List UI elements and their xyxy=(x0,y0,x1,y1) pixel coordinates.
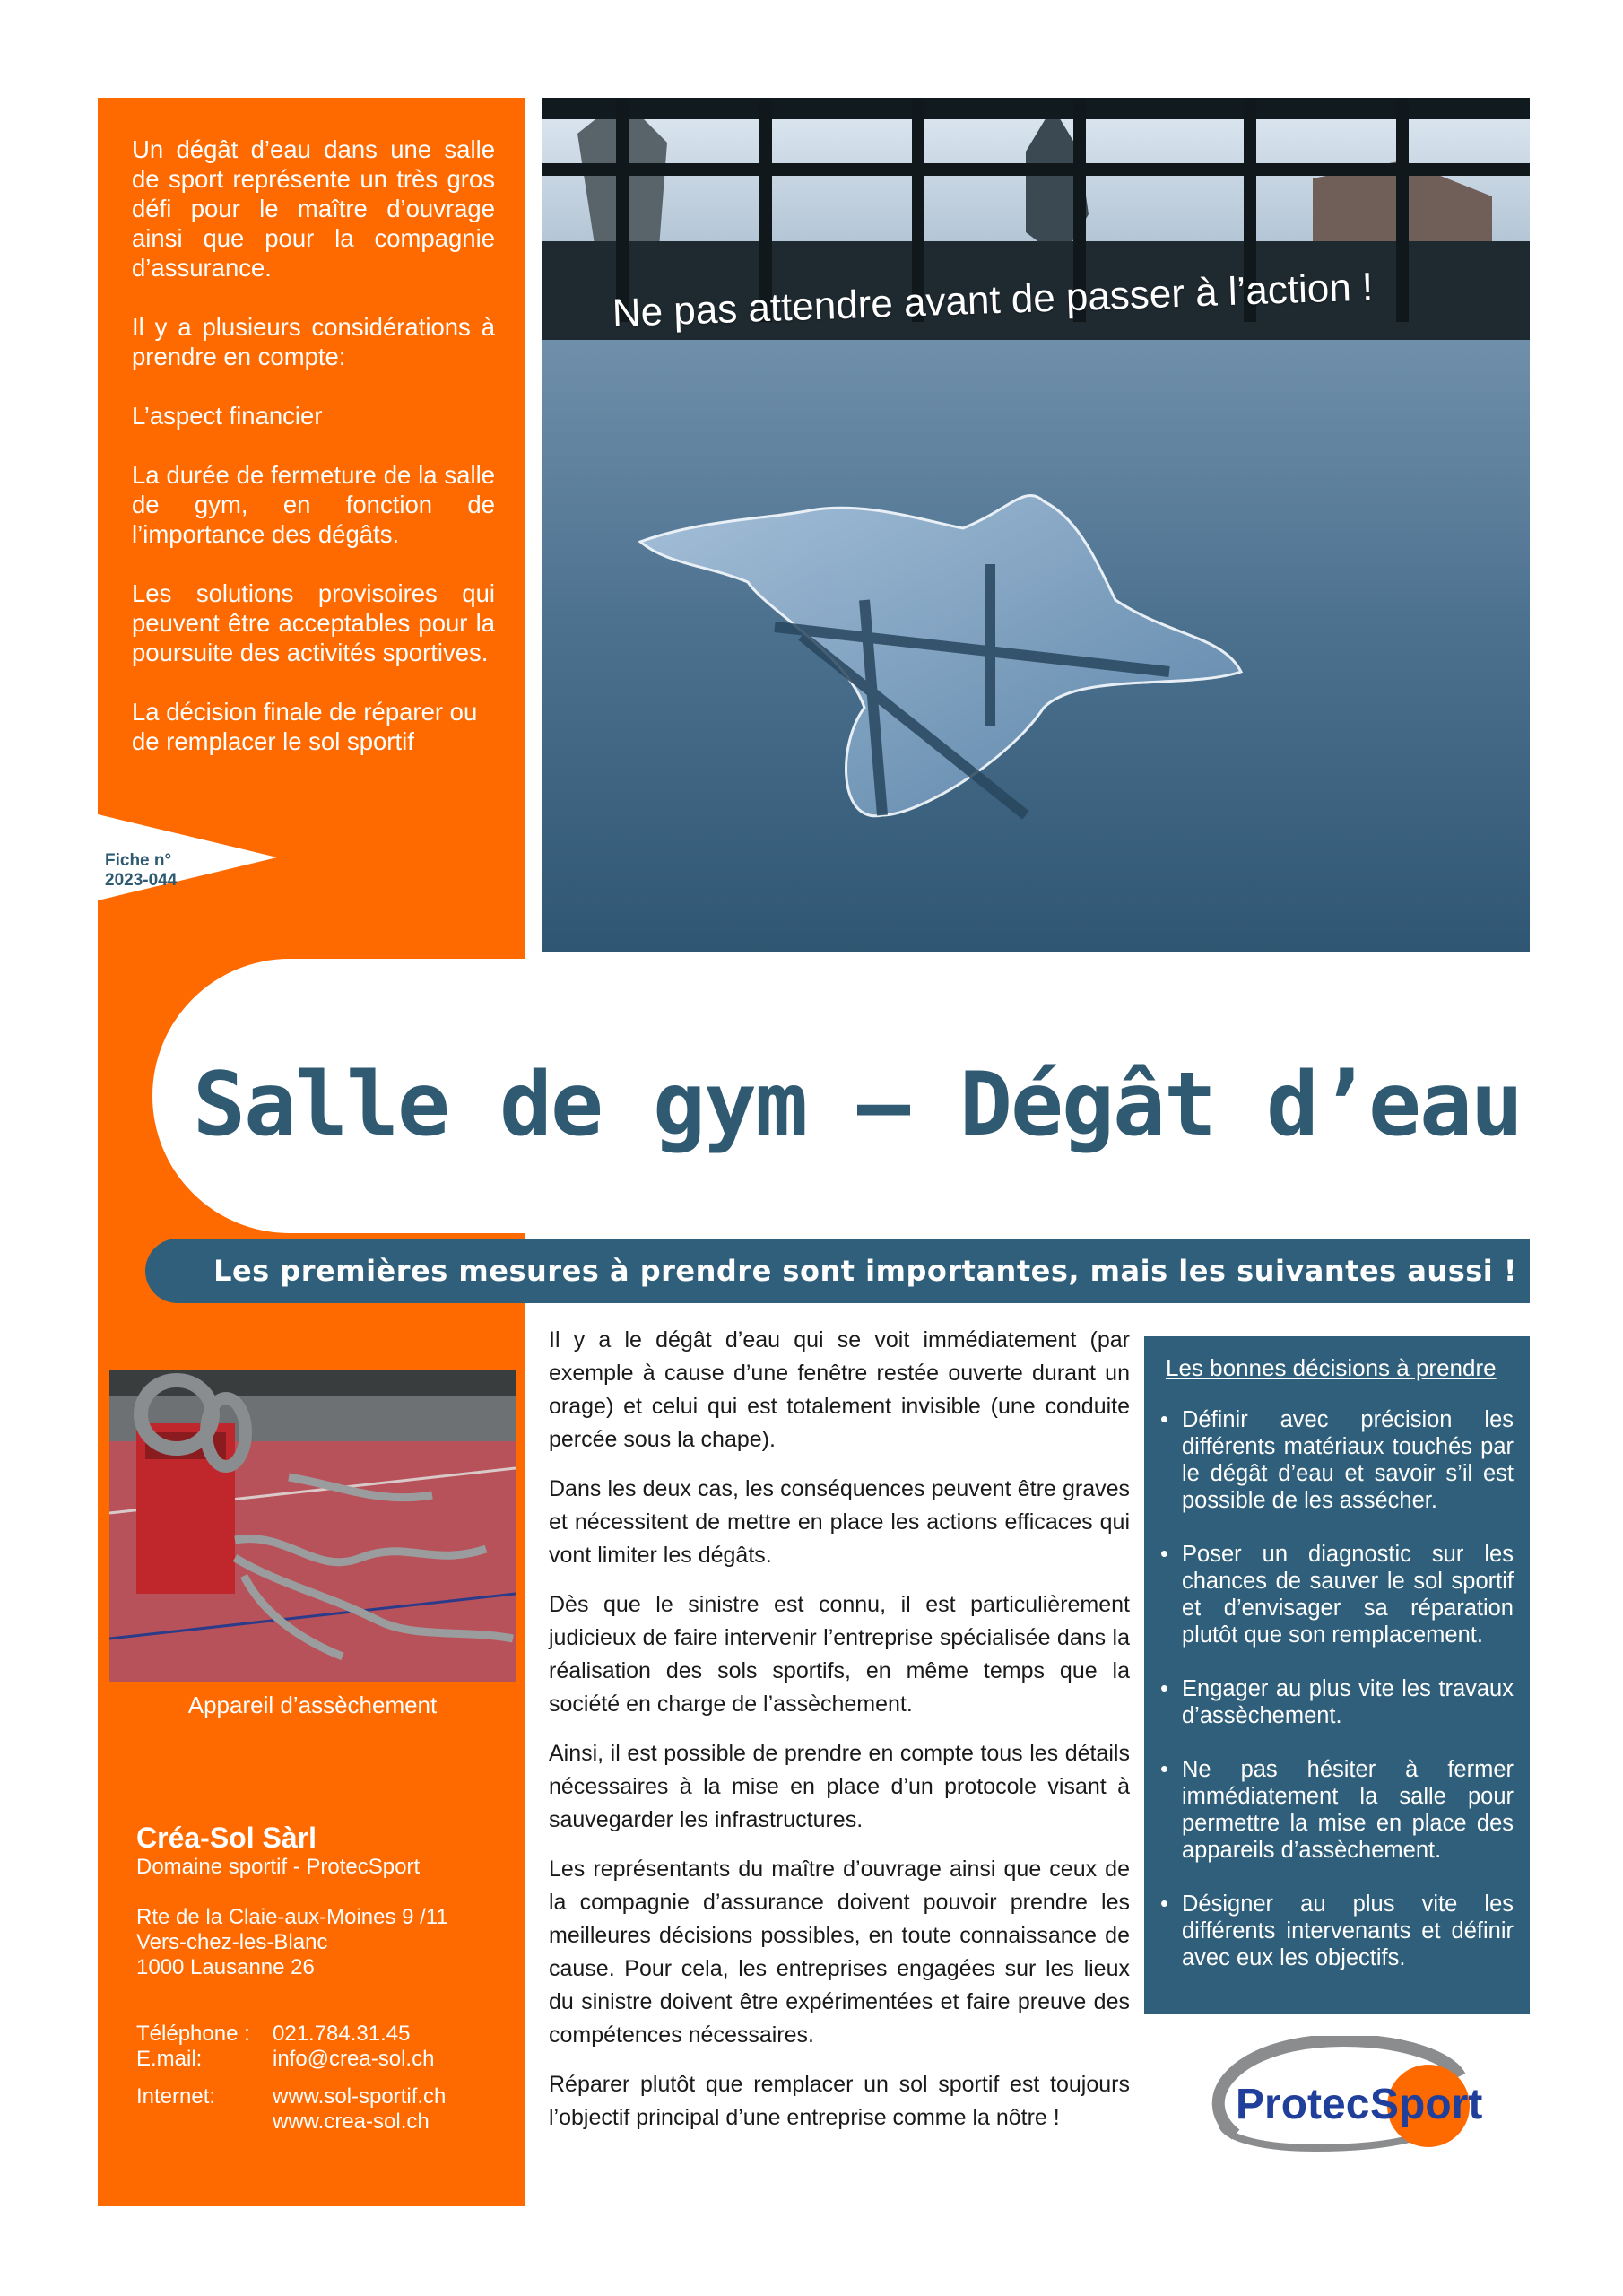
email-label: E.mail: xyxy=(136,2047,203,2071)
internet-row-2 xyxy=(136,2109,448,2135)
body-paragraph-2: Dans les deux cas, les conséquences peuvent être graves et nécessitent de mettre en place les actions efficaces qui vont limiter les dégâts. xyxy=(549,1476,1130,1568)
body-paragraph-4: Ainsi, il est possible de prendre en compte tous les détails nécessaires à la mise en place d’un protocole visant à sauvegarder les infrastructures. xyxy=(549,1741,1130,1832)
contact-block xyxy=(136,1821,448,2135)
body-paragraph-1: Il y a le dégât d’eau qui se voit immédiatement (par exemple à cause d’une fenêtre restée ouverte durant un orage) et celui qui est totalement invisible (une conduite percée sous la chape). xyxy=(549,1327,1130,1452)
page-title: Salle de gym – Dégât d’eau xyxy=(193,1054,1523,1156)
hero-photo-water-puddle xyxy=(542,98,1530,952)
company-division: Domaine sportif - ProtecSport xyxy=(136,1855,421,1879)
good-decisions-title: Les bonnes décisions à prendre xyxy=(1166,1354,1497,1381)
list-item: • Poser un diagnostic sur les chances de sauver le sol sportif et d’envisager sa réparation plutôt que son remplacement. xyxy=(1166,1541,1514,1648)
intro-paragraph-1: Un dégât d’eau dans une salle de sport représente un très gros défi pour le maître d’ouvrage ainsi que pour la compagnie d’assurance. xyxy=(132,135,495,282)
list-item: • Désigner au plus vite les différents intervenants et définir avec eux les objectifs. xyxy=(1166,1891,1514,1971)
subtitle-banner xyxy=(145,1239,1530,1303)
drying-device-caption: Appareil d’assèchement xyxy=(187,1692,438,1718)
logo-text-part2: Sport xyxy=(1370,2081,1483,2128)
internet-label: Internet: xyxy=(136,2084,216,2109)
intro-paragraph-6: La décision finale de réparer ou de remplacer le sol sportif xyxy=(132,698,478,755)
hero-illustration xyxy=(542,98,1530,952)
body-paragraph-5: Les représentants du maître d’ouvrage ainsi que ceux de la compagnie d’assurance doivent pouvoir prendre les meilleures décisions possibles, en toute connaissance de cause. Pour cela, les entreprises engagées sur les lieux du sinistre doivent être expérimentées et faire preuve des compétences nécessaires. xyxy=(549,1857,1130,2048)
intro-paragraph-4: La durée de fermeture de la salle de gym, en fonction de l’importance des dégâts. xyxy=(132,461,495,548)
phone-label: Téléphone : xyxy=(136,2022,250,2046)
list-item: • Définir avec précision les différents matériaux touchés par le dégât d’eau et savoir s’il est possible de les assécher. xyxy=(1166,1406,1514,1514)
list-item: • Engager au plus vite les travaux d’assèchement. xyxy=(1166,1675,1514,1729)
website-link-1[interactable]: www.sol-sportif.ch xyxy=(273,2084,447,2109)
intro-text xyxy=(132,135,495,756)
good-decisions-box xyxy=(1144,1336,1530,2014)
list-item: • Ne pas hésiter à fermer immédiatement la salle pour permettre la mise en place des appareils d’assèchement. xyxy=(1166,1756,1514,1864)
intro-paragraph-5: Les solutions provisoires qui peuvent être acceptables pour la poursuite des activités sportives. xyxy=(132,579,495,666)
website-link-2[interactable]: www.crea-sol.ch xyxy=(273,2109,430,2134)
address-line-1: Rte de la Claie-aux-Moines 9 /11 xyxy=(136,1905,448,1929)
hero-caption: Ne pas attendre avant de passer à l’action ! xyxy=(612,265,1374,335)
subtitle-text: Les premières mesures à prendre sont importantes, mais les suivantes aussi ! xyxy=(213,1254,1517,1288)
good-decisions-list xyxy=(1166,1406,1514,1971)
fiche-number-value: 2023-044 xyxy=(105,871,178,890)
email-row xyxy=(136,2047,448,2072)
body-paragraph-3: Dès que le sinistre est connu, il est particulièrement judicieux de faire intervenir l’entreprise spécialisée dans la réalisation des sols sportifs, en même temps que la société en charge de l’assèchement. xyxy=(549,1592,1130,1717)
phone-number[interactable]: 021.784.31.45 xyxy=(273,2022,411,2046)
intro-paragraph-2: Il y a plusieurs considérations à prendre en compte: xyxy=(132,313,495,370)
drying-device-photo xyxy=(109,1370,516,1682)
intro-paragraph-3: L’aspect financier xyxy=(132,402,323,430)
main-body-text xyxy=(549,1324,1130,2151)
email-link[interactable]: info@crea-sol.ch xyxy=(273,2047,435,2071)
internet-row xyxy=(136,2084,448,2109)
fiche-number xyxy=(105,851,177,891)
fiche-label: Fiche n° xyxy=(105,851,172,870)
logo-text-part1: Protec xyxy=(1236,2081,1370,2128)
address-line-2: Vers-chez-les-Blanc xyxy=(136,1930,328,1954)
phone-row xyxy=(136,2022,448,2047)
protecsport-logo xyxy=(1200,2036,1487,2152)
drying-device-illustration xyxy=(109,1370,516,1682)
protecsport-logo-mark xyxy=(1200,2036,1487,2152)
company-name: Créa-Sol Sàrl xyxy=(136,1822,317,1854)
address-line-3: 1000 Lausanne 26 xyxy=(136,1955,315,1979)
body-paragraph-6: Réparer plutôt que remplacer un sol sportif est toujours l’objectif principal d’une entreprise comme la nôtre ! xyxy=(549,2072,1130,2130)
